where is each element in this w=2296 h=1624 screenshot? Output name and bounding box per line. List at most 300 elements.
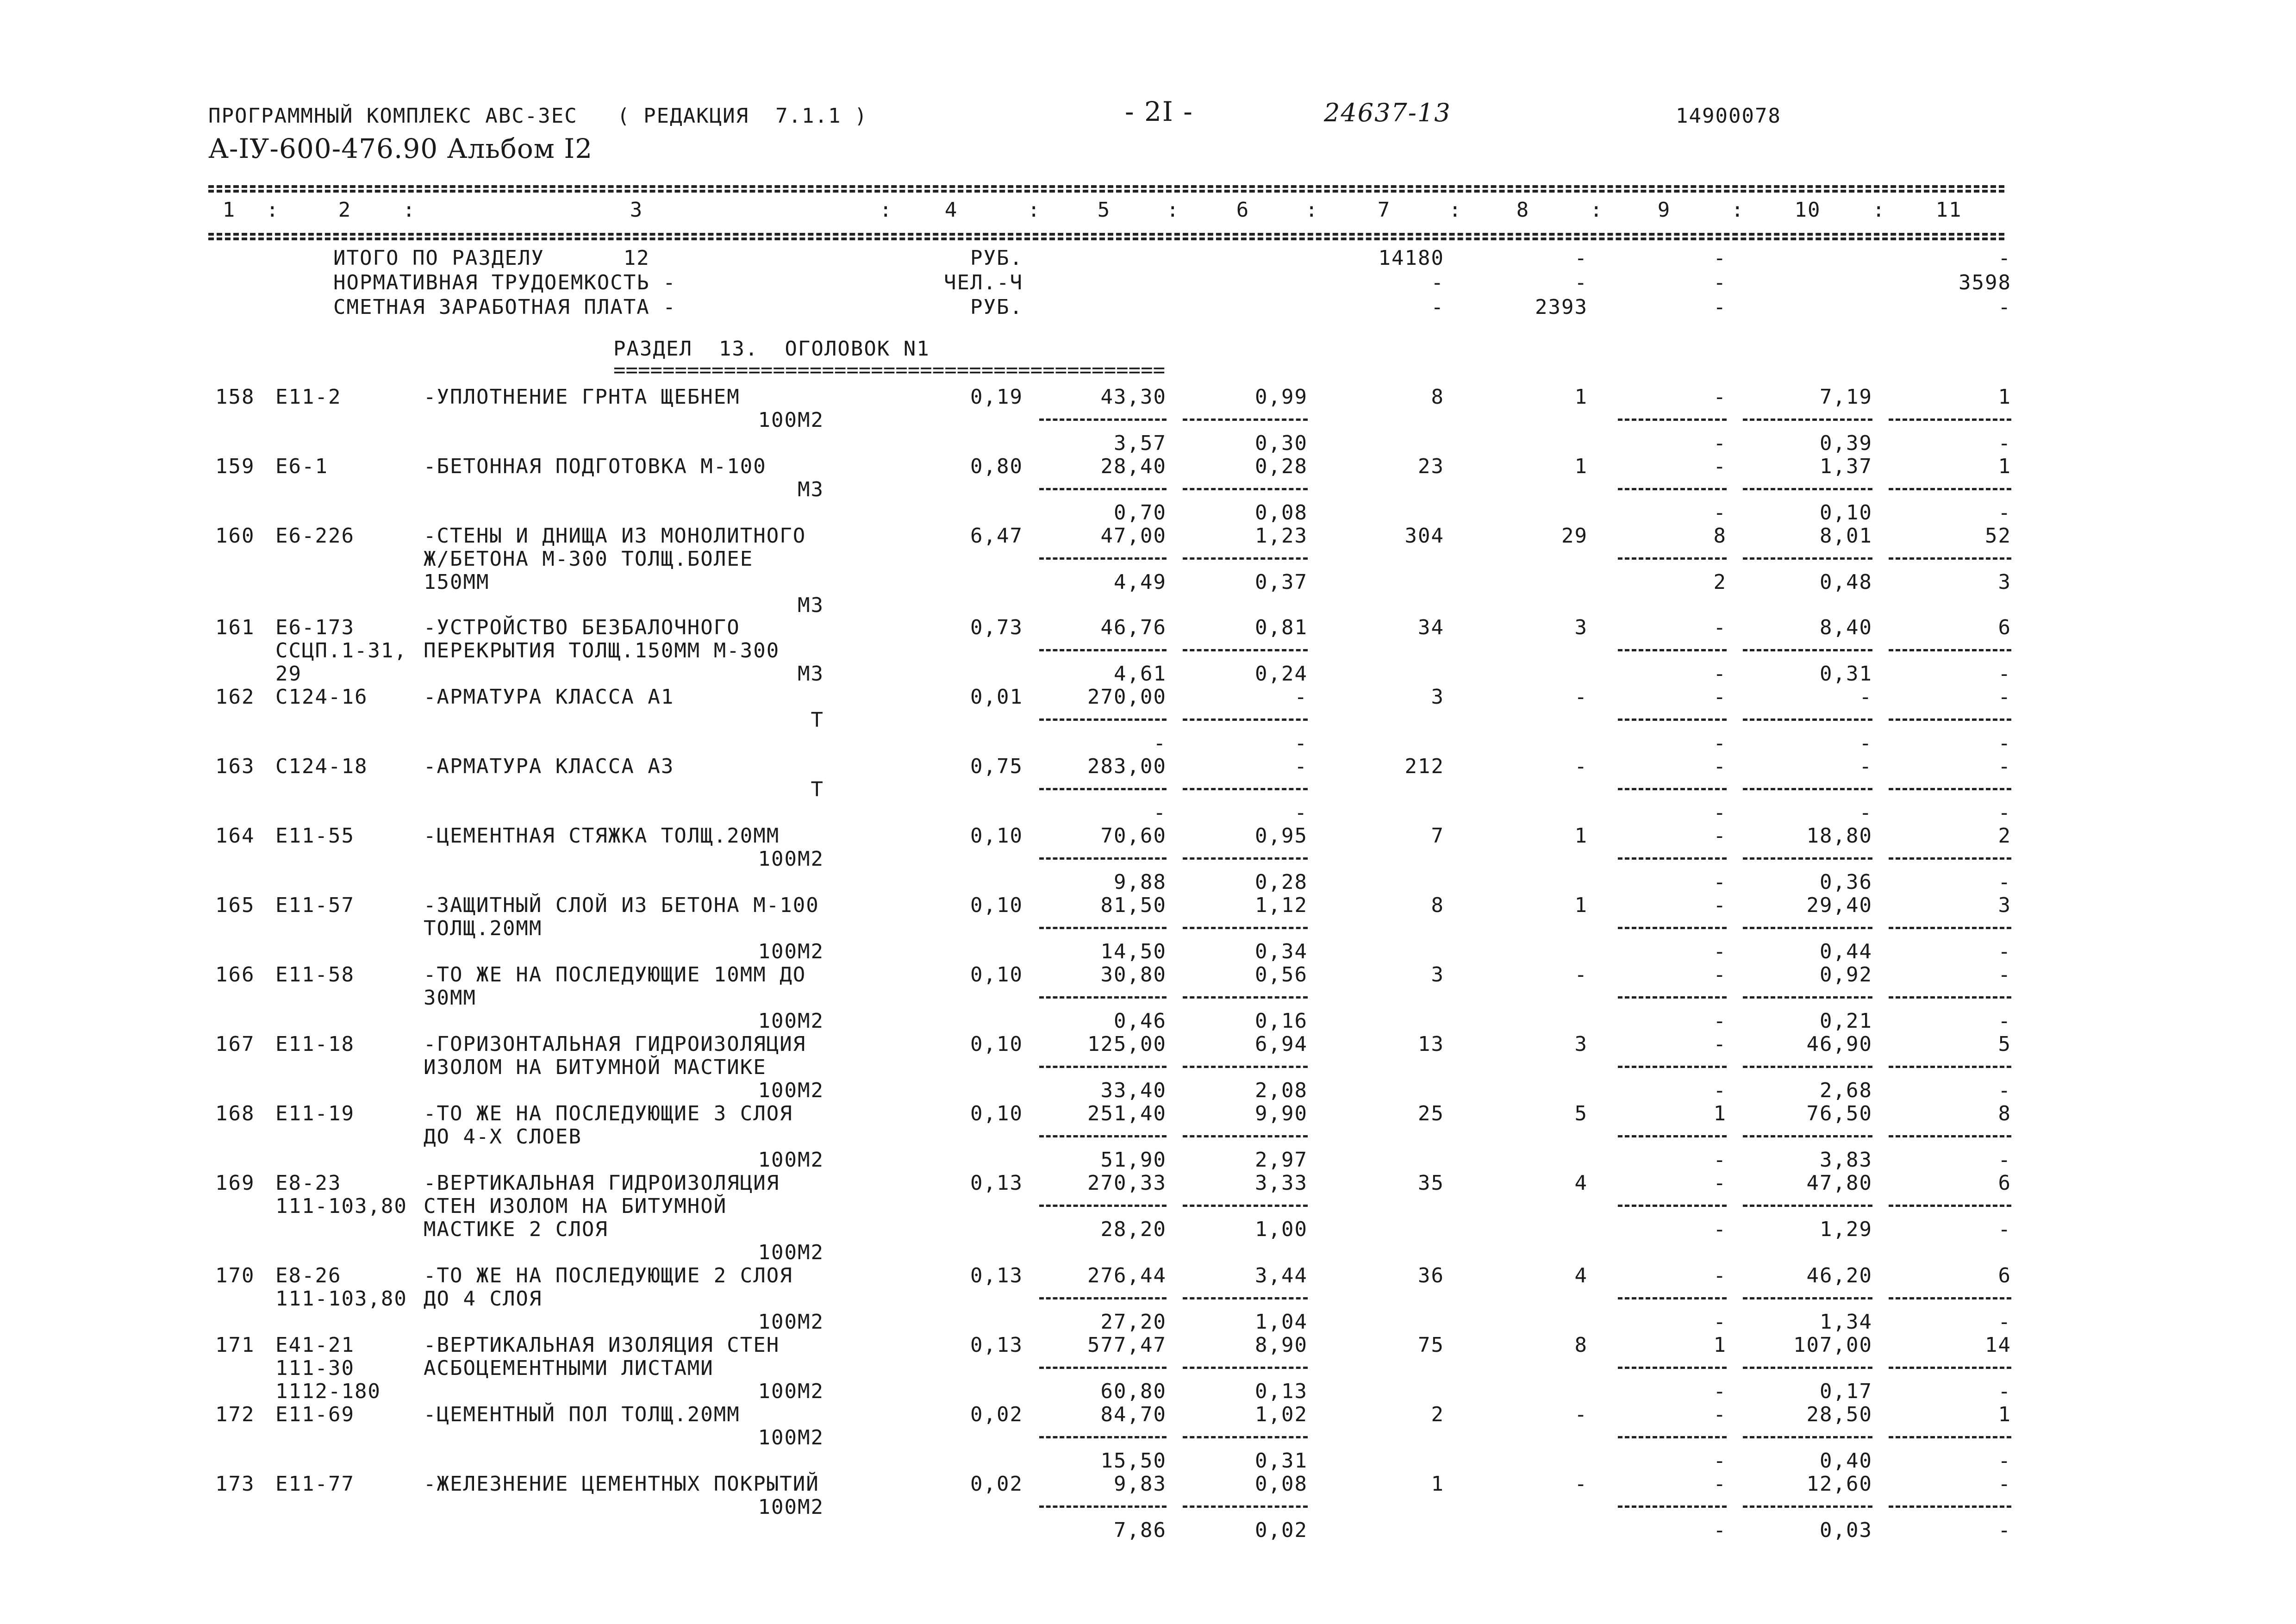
unit-machinery: 0,28 — [1255, 455, 1308, 478]
price-separator — [1039, 718, 1167, 721]
unit-machinery-secondary: 0,24 — [1255, 662, 1308, 686]
materials-total-secondary: 0,40 — [1820, 1449, 1872, 1473]
section-underline: ============================================= — [613, 358, 1166, 382]
total-separator — [1743, 1436, 1872, 1438]
machinery-total: - — [1713, 1264, 1727, 1287]
column-header-6: 6 — [1236, 198, 1250, 222]
unit-machinery: 0,99 — [1255, 385, 1308, 409]
price-separator — [1183, 1066, 1308, 1068]
work-description: 30ММ — [424, 986, 476, 1010]
wages: - — [1574, 755, 1588, 778]
materials-total-secondary: 0,31 — [1820, 662, 1872, 686]
unit-machinery-secondary: 1,00 — [1255, 1218, 1308, 1241]
row-number: 161 — [215, 616, 255, 639]
rate-code: ССЦП.1-31, — [275, 639, 407, 662]
machinery-total: - — [1713, 893, 1727, 917]
price-separator — [1183, 557, 1308, 560]
unit-machinery-secondary: 0,34 — [1255, 940, 1308, 963]
unit-price-secondary: 28,20 — [1100, 1218, 1167, 1241]
totals-col11: - — [1998, 246, 2011, 270]
materials-total: 0,92 — [1820, 963, 1872, 987]
labor-total-secondary: - — [1998, 662, 2011, 686]
totals-col9: - — [1713, 271, 1727, 294]
machinery-total: - — [1713, 455, 1727, 478]
totals-col9: - — [1713, 295, 1727, 319]
wages: - — [1574, 1472, 1588, 1496]
table-top-rule — [208, 185, 2004, 188]
rate-code: С124-16 — [275, 685, 368, 709]
rate-code: Е6-226 — [275, 524, 355, 548]
total-separator — [1889, 1135, 2011, 1137]
machinery-total-secondary: - — [1713, 1009, 1727, 1033]
price-separator — [1183, 996, 1308, 999]
price-separator — [1183, 1436, 1308, 1438]
price-separator — [1039, 557, 1167, 560]
unit-of-measure: 100М2 — [758, 1009, 824, 1033]
total-separator — [1743, 1135, 1872, 1137]
machinery-total-secondary: - — [1713, 431, 1727, 455]
unit-machinery-secondary: 0,13 — [1255, 1380, 1308, 1403]
unit-of-measure: М3 — [798, 478, 824, 501]
labor-total-secondary: - — [1998, 731, 2011, 755]
machinery-total-secondary: - — [1713, 662, 1727, 686]
column-header-8: 8 — [1516, 198, 1530, 222]
work-description: -ТО ЖЕ НА ПОСЛЕДУЮЩИЕ 2 СЛОЯ — [424, 1264, 793, 1287]
unit-price-secondary: - — [1153, 801, 1167, 824]
total-cost: 25 — [1418, 1102, 1444, 1125]
total-separator — [1743, 788, 1872, 790]
work-description: -УСТРОЙСТВО БЕЗБАЛОЧНОГО — [424, 616, 740, 639]
materials-total: 8,01 — [1820, 524, 1872, 548]
total-separator — [1889, 996, 2011, 999]
work-description: -ТО ЖЕ НА ПОСЛЕДУЮЩИЕ 10ММ ДО — [424, 963, 806, 987]
row-number: 166 — [215, 963, 255, 987]
labor-total: 1 — [1998, 385, 2011, 409]
column-separator: : — [1167, 198, 1180, 222]
unit-price: 125,00 — [1087, 1032, 1167, 1056]
materials-total-secondary: - — [1859, 731, 1872, 755]
total-cost: 7 — [1431, 824, 1444, 848]
machinery-total: - — [1713, 824, 1727, 848]
unit-of-measure: Т — [811, 778, 824, 801]
machinery-total-secondary: - — [1713, 731, 1727, 755]
unit-machinery-secondary: 2,08 — [1255, 1079, 1308, 1102]
total-cost: 2 — [1431, 1403, 1444, 1426]
wages: 3 — [1574, 1032, 1588, 1056]
unit-machinery: 9,90 — [1255, 1102, 1308, 1125]
row-number: 158 — [215, 385, 255, 409]
unit-price-secondary: - — [1153, 731, 1167, 755]
machinery-total-secondary: - — [1713, 1310, 1727, 1334]
materials-total: 29,40 — [1806, 893, 1872, 917]
total-separator — [1618, 1436, 1727, 1438]
row-number: 165 — [215, 893, 255, 917]
unit-machinery-secondary: 1,04 — [1255, 1310, 1308, 1334]
materials-total: 7,19 — [1820, 385, 1872, 409]
unit-price-secondary: 0,70 — [1114, 501, 1167, 525]
rate-code: 111-103,80 — [275, 1287, 407, 1311]
column-header-10: 10 — [1794, 198, 1821, 222]
total-cost: 34 — [1418, 616, 1444, 639]
quantity: 0,10 — [970, 1102, 1023, 1125]
row-number: 170 — [215, 1264, 255, 1287]
unit-of-measure: 100М2 — [758, 408, 824, 432]
materials-total-secondary: 0,36 — [1820, 870, 1872, 894]
unit-machinery-secondary: 0,28 — [1255, 870, 1308, 894]
labor-total-secondary: - — [1998, 870, 2011, 894]
labor-total: 52 — [1985, 524, 2011, 548]
total-separator — [1618, 1505, 1727, 1508]
labor-total-secondary: 3 — [1998, 570, 2011, 594]
total-separator — [1618, 557, 1727, 560]
rate-code: 29 — [275, 662, 302, 686]
total-cost: 304 — [1404, 524, 1444, 548]
wages: 4 — [1574, 1264, 1588, 1287]
totals-unit: ЧЕЛ.-Ч — [944, 271, 1023, 294]
rate-code: 1112-180 — [275, 1380, 381, 1403]
row-number: 172 — [215, 1403, 255, 1426]
total-separator — [1618, 857, 1727, 860]
labor-total-secondary: - — [1998, 940, 2011, 963]
total-separator — [1889, 1205, 2011, 1207]
section-title: РАЗДЕЛ 13. ОГОЛОВОК N1 — [613, 337, 930, 361]
unit-price: 276,44 — [1087, 1264, 1167, 1287]
total-separator — [1618, 1205, 1727, 1207]
rate-code: 111-103,80 — [275, 1194, 407, 1218]
wages: - — [1574, 963, 1588, 987]
materials-total: - — [1859, 685, 1872, 709]
quantity: 0,10 — [970, 824, 1023, 848]
row-number: 159 — [215, 455, 255, 478]
unit-price-secondary: 4,49 — [1114, 570, 1167, 594]
unit-price: 577,47 — [1087, 1333, 1167, 1357]
total-cost: 36 — [1418, 1264, 1444, 1287]
total-separator — [1743, 927, 1872, 929]
totals-col7: - — [1431, 295, 1444, 319]
quantity: 0,02 — [970, 1403, 1023, 1426]
total-separator — [1743, 649, 1872, 651]
materials-total-secondary: - — [1859, 801, 1872, 824]
labor-total-secondary: - — [1998, 1449, 2011, 1473]
labor-total-secondary: - — [1998, 1310, 2011, 1334]
unit-price: 84,70 — [1100, 1403, 1167, 1426]
column-separator: : — [1305, 198, 1319, 222]
materials-total-secondary: 0,03 — [1820, 1518, 1872, 1542]
materials-total-secondary: 1,34 — [1820, 1310, 1872, 1334]
row-number: 163 — [215, 755, 255, 778]
wages: - — [1574, 1403, 1588, 1426]
unit-of-measure: 100М2 — [758, 1310, 824, 1334]
work-description: ТОЛЩ.20ММ — [424, 917, 543, 940]
unit-price: 70,60 — [1100, 824, 1167, 848]
price-separator — [1039, 1505, 1167, 1508]
work-description: -ГОРИЗОНТАЛЬНАЯ ГИДРОИЗОЛЯЦИЯ — [424, 1032, 806, 1056]
rate-code: Е6-173 — [275, 616, 355, 639]
unit-price-secondary: 33,40 — [1100, 1079, 1167, 1102]
price-separator — [1039, 788, 1167, 790]
price-separator — [1183, 718, 1308, 721]
materials-total: 28,50 — [1806, 1403, 1872, 1426]
unit-of-measure: М3 — [798, 662, 824, 686]
total-cost: 75 — [1418, 1333, 1444, 1357]
total-separator — [1618, 488, 1727, 490]
totals-unit: РУБ. — [970, 246, 1023, 270]
machinery-total: - — [1713, 1472, 1727, 1496]
quantity: 0,13 — [970, 1264, 1023, 1287]
labor-total-secondary: - — [1998, 801, 2011, 824]
unit-machinery: 1,12 — [1255, 893, 1308, 917]
totals-col9: - — [1713, 246, 1727, 270]
labor-total-secondary: - — [1998, 501, 2011, 525]
machinery-total: - — [1713, 1403, 1727, 1426]
unit-price: 270,00 — [1087, 685, 1167, 709]
unit-machinery: 0,08 — [1255, 1472, 1308, 1496]
unit-of-measure: 100М2 — [758, 940, 824, 963]
quantity: 0,19 — [970, 385, 1023, 409]
total-separator — [1743, 1066, 1872, 1068]
materials-total-secondary: 0,48 — [1820, 570, 1872, 594]
unit-machinery-secondary: 2,97 — [1255, 1148, 1308, 1172]
header-bottom-rule — [208, 233, 2004, 236]
price-separator — [1039, 1367, 1167, 1369]
labor-total-secondary: - — [1998, 1009, 2011, 1033]
total-separator — [1889, 418, 2011, 421]
wages: - — [1574, 685, 1588, 709]
machinery-total-secondary: - — [1713, 501, 1727, 525]
price-separator — [1183, 488, 1308, 490]
totals-col11: - — [1998, 295, 2011, 319]
column-header-5: 5 — [1097, 198, 1111, 222]
total-separator — [1889, 1066, 2011, 1068]
totals-col7: - — [1431, 271, 1444, 294]
materials-total: 1,37 — [1820, 455, 1872, 478]
labor-total-secondary: - — [1998, 1079, 2011, 1102]
program-header: ПРОГРАММНЫЙ КОМПЛЕКС АВС-3ЕС ( РЕДАКЦИЯ 7.1.1 ) — [208, 104, 868, 128]
unit-price-secondary: 60,80 — [1100, 1380, 1167, 1403]
page-number: - 2I - — [1125, 96, 1193, 127]
materials-total: - — [1859, 755, 1872, 778]
labor-total: - — [1998, 755, 2011, 778]
rate-code: Е11-18 — [275, 1032, 355, 1056]
totals-col8: - — [1574, 271, 1588, 294]
rate-code: Е11-19 — [275, 1102, 355, 1125]
materials-total-secondary: 0,10 — [1820, 501, 1872, 525]
price-separator — [1183, 1135, 1308, 1137]
machinery-total-secondary: - — [1713, 940, 1727, 963]
quantity: 0,13 — [970, 1171, 1023, 1195]
total-separator — [1889, 718, 2011, 721]
labor-total: 1 — [1998, 1403, 2011, 1426]
price-separator — [1039, 1205, 1167, 1207]
total-separator — [1618, 1297, 1727, 1299]
work-description: -ЗАЩИТНЫЙ СЛОЙ ИЗ БЕТОНА М-100 — [424, 893, 819, 917]
rate-code: Е6-1 — [275, 455, 328, 478]
machinery-total-secondary: - — [1713, 1380, 1727, 1403]
labor-total: 8 — [1998, 1102, 2011, 1125]
unit-machinery: 1,23 — [1255, 524, 1308, 548]
price-separator — [1183, 418, 1308, 421]
machinery-total: - — [1713, 385, 1727, 409]
labor-total: 1 — [1998, 455, 2011, 478]
work-description: -УПЛОТНЕНИЕ ГРНТА ЩЕБНЕМ — [424, 385, 740, 409]
machinery-total: 1 — [1713, 1102, 1727, 1125]
row-number: 169 — [215, 1171, 255, 1195]
unit-price-secondary: 14,50 — [1100, 940, 1167, 963]
rate-code: Е11-69 — [275, 1403, 355, 1426]
total-separator — [1743, 1297, 1872, 1299]
total-separator — [1743, 857, 1872, 860]
price-separator — [1039, 1297, 1167, 1299]
work-description: -ЦЕМЕНТНЫЙ ПОЛ ТОЛЩ.20ММ — [424, 1403, 740, 1426]
column-separator: : — [880, 198, 893, 222]
total-separator — [1889, 557, 2011, 560]
column-separator: : — [266, 198, 280, 222]
column-separator: : — [1731, 198, 1745, 222]
unit-price-secondary: 9,88 — [1114, 870, 1167, 894]
work-description: -ВЕРТИКАЛЬНАЯ ИЗОЛЯЦИЯ СТЕН — [424, 1333, 780, 1357]
unit-machinery: 0,81 — [1255, 616, 1308, 639]
unit-of-measure: 100М2 — [758, 1079, 824, 1102]
wages: 8 — [1574, 1333, 1588, 1357]
materials-total: 18,80 — [1806, 824, 1872, 848]
total-separator — [1889, 857, 2011, 860]
document-number: 24637-13 — [1324, 98, 1451, 127]
total-separator — [1743, 418, 1872, 421]
column-header-9: 9 — [1657, 198, 1671, 222]
unit-of-measure: М3 — [798, 593, 824, 617]
total-separator — [1618, 788, 1727, 790]
column-header-4: 4 — [944, 198, 958, 222]
unit-machinery: 0,56 — [1255, 963, 1308, 987]
machinery-total: - — [1713, 1032, 1727, 1056]
unit-price: 270,33 — [1087, 1171, 1167, 1195]
price-separator — [1039, 418, 1167, 421]
machinery-total-secondary: - — [1713, 801, 1727, 824]
unit-price-secondary: 15,50 — [1100, 1449, 1167, 1473]
unit-price-secondary: 27,20 — [1100, 1310, 1167, 1334]
materials-total-secondary: 1,29 — [1820, 1218, 1872, 1241]
total-separator — [1743, 718, 1872, 721]
column-header-7: 7 — [1377, 198, 1391, 222]
rate-code: С124-18 — [275, 755, 368, 778]
labor-total: - — [1998, 685, 2011, 709]
quantity: 0,75 — [970, 755, 1023, 778]
wages: 1 — [1574, 824, 1588, 848]
machinery-total-secondary: - — [1713, 1518, 1727, 1542]
price-separator — [1183, 1367, 1308, 1369]
unit-price-secondary: 51,90 — [1100, 1148, 1167, 1172]
price-separator — [1039, 857, 1167, 860]
unit-price: 81,50 — [1100, 893, 1167, 917]
wages: 4 — [1574, 1171, 1588, 1195]
labor-total: - — [1998, 963, 2011, 987]
work-description: ИЗОЛОМ НА БИТУМНОЙ МАСТИКЕ — [424, 1056, 767, 1079]
total-cost: 8 — [1431, 385, 1444, 409]
row-number: 173 — [215, 1472, 255, 1496]
price-separator — [1183, 788, 1308, 790]
total-separator — [1618, 1135, 1727, 1137]
price-separator — [1039, 1436, 1167, 1438]
materials-total-secondary: 2,68 — [1820, 1079, 1872, 1102]
totals-label: НОРМАТИВНАЯ ТРУДОЕМКОСТЬ - — [333, 271, 676, 294]
total-separator — [1618, 927, 1727, 929]
price-separator — [1183, 1297, 1308, 1299]
materials-total-secondary: 0,17 — [1820, 1380, 1872, 1403]
labor-total-secondary: - — [1998, 1380, 2011, 1403]
quantity: 6,47 — [970, 524, 1023, 548]
column-separator: : — [1872, 198, 1886, 222]
unit-of-measure: 100М2 — [758, 1495, 824, 1519]
header-bottom-rule-2 — [208, 237, 2004, 240]
total-separator — [1889, 927, 2011, 929]
total-separator — [1743, 1205, 1872, 1207]
price-separator — [1039, 1135, 1167, 1137]
unit-machinery-secondary: - — [1294, 801, 1308, 824]
materials-total: 76,50 — [1806, 1102, 1872, 1125]
total-separator — [1618, 418, 1727, 421]
total-separator — [1889, 1436, 2011, 1438]
machinery-total-secondary: - — [1713, 1449, 1727, 1473]
total-separator — [1618, 718, 1727, 721]
unit-of-measure: 100М2 — [758, 847, 824, 871]
materials-total: 8,40 — [1820, 616, 1872, 639]
machinery-total-secondary: - — [1713, 1079, 1727, 1102]
machinery-total: - — [1713, 963, 1727, 987]
rate-code: Е11-2 — [275, 385, 342, 409]
labor-total-secondary: - — [1998, 431, 2011, 455]
column-header-2: 2 — [338, 198, 352, 222]
work-description: МАСТИКЕ 2 СЛОЯ — [424, 1218, 608, 1241]
machinery-total: - — [1713, 755, 1727, 778]
wages: 1 — [1574, 385, 1588, 409]
column-separator: : — [1449, 198, 1462, 222]
unit-machinery-secondary: 0,08 — [1255, 501, 1308, 525]
unit-price: 251,40 — [1087, 1102, 1167, 1125]
work-description: 150ММ — [424, 570, 490, 594]
rate-code: 111-30 — [275, 1356, 355, 1380]
price-separator — [1039, 649, 1167, 651]
column-separator: : — [1028, 198, 1041, 222]
rate-code: Е41-21 — [275, 1333, 355, 1357]
work-description: -АРМАТУРА КЛАССА А1 — [424, 685, 674, 709]
total-cost: 35 — [1418, 1171, 1444, 1195]
materials-total: 107,00 — [1793, 1333, 1872, 1357]
total-separator — [1743, 557, 1872, 560]
row-number: 167 — [215, 1032, 255, 1056]
unit-of-measure: Т — [811, 708, 824, 732]
total-separator — [1618, 649, 1727, 651]
total-separator — [1889, 1297, 2011, 1299]
quantity: 0,01 — [970, 685, 1023, 709]
total-separator — [1618, 1367, 1727, 1369]
unit-machinery-secondary: 0,16 — [1255, 1009, 1308, 1033]
materials-total-secondary: 0,21 — [1820, 1009, 1872, 1033]
machinery-total-secondary: 2 — [1713, 570, 1727, 594]
unit-price-secondary: 4,61 — [1114, 662, 1167, 686]
total-cost: 8 — [1431, 893, 1444, 917]
work-description: -БЕТОННАЯ ПОДГОТОВКА М-100 — [424, 455, 767, 478]
work-description: -ВЕРТИКАЛЬНАЯ ГИДРОИЗОЛЯЦИЯ — [424, 1171, 780, 1195]
wages: 5 — [1574, 1102, 1588, 1125]
quantity: 0,10 — [970, 893, 1023, 917]
price-separator — [1183, 927, 1308, 929]
wages: 29 — [1561, 524, 1588, 548]
labor-total: - — [1998, 1472, 2011, 1496]
quantity: 0,10 — [970, 1032, 1023, 1056]
totals-col8: 2393 — [1535, 295, 1588, 319]
album-subtitle: А-IУ-600-476.90 Альбом I2 — [208, 133, 593, 164]
labor-total: 6 — [1998, 1264, 2011, 1287]
